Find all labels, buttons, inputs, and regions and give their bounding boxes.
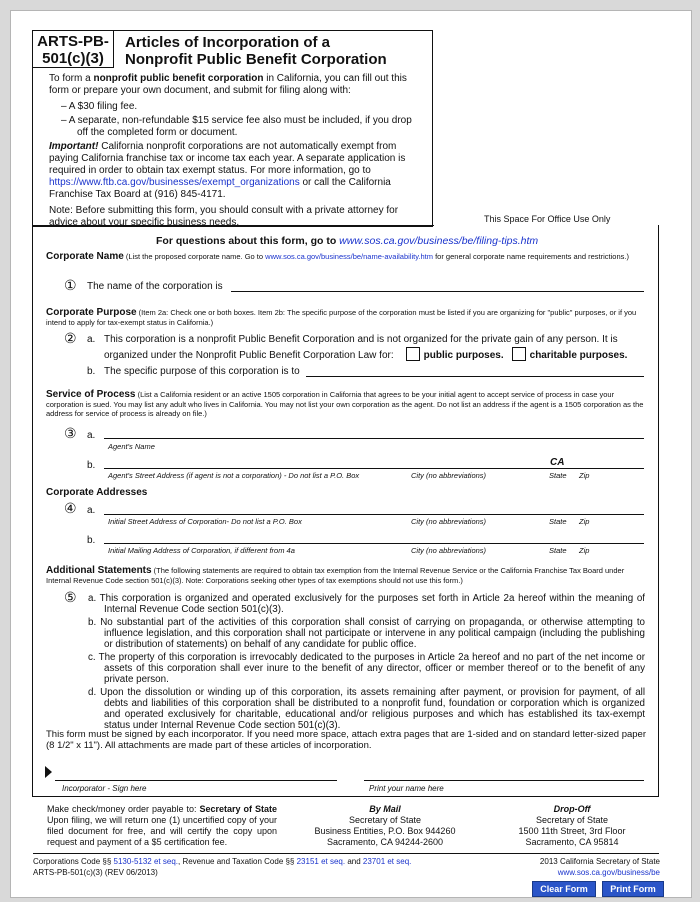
agent-state-caption: State (549, 471, 567, 480)
form-code-line2: 501(c)(3) (42, 50, 104, 67)
office-use-label: This Space For Office Use Only (484, 214, 611, 224)
corporate-name-section (46, 252, 646, 262)
payment-text: Upon filing, we will return one (1) uncertified copy of your filed document for free, and will certify the copy upon request and payment of a $5 certification fee. (47, 815, 277, 847)
payment-pre: Make check/money order payable to: (47, 804, 200, 814)
item-2b-text: The specific purpose of this corporation is to (104, 366, 300, 377)
form-title-line1: Articles of Incorporation of a (125, 34, 331, 51)
drop-off-heading: Drop-Off (553, 804, 591, 814)
street-city-caption: City (no abbreviations) (411, 517, 487, 526)
item-5-number: ⑤ (64, 589, 77, 605)
statement-a: a. This corporation is organized and operated exclusively for the purposes set forth in Article 2a hereof within the meaning of Internal Revenue Code section 501(c)(3). (88, 593, 645, 615)
statement-d: d. Upon the dissolution or winding up of this corporation, its assets remaining after payment, or provision for payment, of all debts and liabilities of this corporation shall be distributed to a nonprofit fund, foundation or corporation which is organized and operated exclusively for charitable, educational and/or religious purposes and which has established its tax-exempt status under Internal Revenue Code section 501(c)(3). (88, 687, 645, 731)
drop-off-line2: 1500 11th Street, 3rd Floor (518, 826, 626, 836)
corporate-name-label: The name of the corporation is (87, 281, 223, 292)
instructions-box (32, 30, 433, 227)
public-purposes-label: public purposes. (423, 350, 504, 361)
item-2b-label: b. (87, 366, 96, 377)
form-revision: ARTS-PB-501(c)(3) (REV 06/2013) (33, 868, 158, 877)
corporate-name-heading: Corporate Name (46, 251, 124, 262)
ftb-post: or call the California Franchise Tax Board at (916) 845-4171. (49, 177, 391, 200)
tax-code-link-2[interactable]: 23701 et seq. (362, 857, 412, 866)
agent-address-input[interactable] (104, 468, 644, 469)
corporate-purpose-instructions: (Item 2a: Check one or both boxes. Item 2b: The specific purpose of the corporation must be listed if you are organizing for "public" purposes, or if you intend to apply for tax-exempt status in California.) (46, 308, 637, 327)
website-row (470, 868, 660, 878)
item-4a-label: a. (87, 505, 96, 516)
street-address-caption: Initial Street Address of Corporation- Do not list a P.O. Box (108, 517, 302, 526)
item-4b-label: b. (87, 535, 96, 546)
service-fee-bullet: – A separate, non-refundable $15 service fee also must be included, if you drop off the completed form or document. (61, 115, 412, 138)
incorporator-caption: Incorporator - Sign here (62, 784, 147, 793)
by-mail-heading: By Mail (369, 804, 401, 814)
incorporator-signature-input[interactable] (55, 780, 337, 781)
charitable-purposes-label: charitable purposes. (529, 350, 628, 361)
corp-code-link[interactable]: 5130-5132 et seq. (113, 857, 178, 866)
statement-b: b. No substantial part of the activities of this corporation shall consist of carrying on propaganda, or otherwise attempting to influence legislation, and this corporation shall not participate or intervene in any political campaign (including the publishing or distribution of statements) on behalf of any candidate for public office. (88, 617, 645, 650)
agent-address-caption: Agent's Street Address (if agent is not a corporation) - Do not list a P.O. Box (108, 471, 360, 480)
agent-state-value: CA (550, 457, 565, 468)
by-mail-block (310, 804, 460, 848)
mailing-state-caption: State (549, 546, 567, 555)
questions-line (156, 235, 538, 247)
ftb-link[interactable]: https://www.ftb.ca.gov/businesses/exempt_organizations (49, 177, 300, 188)
item-4-number: ④ (64, 500, 77, 516)
intro-text (49, 73, 422, 233)
item-1-number: ① (64, 277, 77, 293)
corporate-purpose-heading: Corporate Purpose (46, 307, 137, 318)
corporate-name-input[interactable] (231, 291, 644, 292)
sos-website-link[interactable]: www.sos.ca.gov/business/be (557, 868, 660, 877)
drop-off-line3: Sacramento, CA 95814 (525, 837, 619, 847)
street-state-caption: State (549, 517, 567, 526)
street-address-input[interactable] (104, 514, 644, 515)
print-name-input[interactable] (364, 780, 644, 781)
clear-form-button[interactable]: Clear Form (532, 881, 596, 897)
copyright: 2013 California Secretary of State (539, 857, 660, 866)
intro-p1-bold: nonprofit public benefit corporation (93, 73, 264, 84)
drop-off-line1: Secretary of State (535, 815, 609, 825)
item-2a-label: a. (87, 334, 96, 345)
additional-statements-instructions: (The following statements are required to obtain tax exemption from the Internal Revenue Service or the California Franchise Tax Board under Internal Revenue Code section 501(c)(3). Note: Corporations seeking other types of tax exemptions should not use this form.) (46, 566, 625, 585)
mailing-address-input[interactable] (104, 543, 644, 544)
item-2a-text2-row (104, 347, 627, 362)
codes-mid: , Revenue and Taxation Code §§ (178, 857, 297, 866)
intro-p1-pre: To form a (49, 73, 94, 84)
print-form-button[interactable]: Print Form (602, 881, 664, 897)
important-label: Important! (49, 141, 99, 152)
by-mail-line1: Secretary of State (348, 815, 422, 825)
print-name-caption: Print your name here (369, 784, 444, 793)
codes-pre: Corporations Code §§ (33, 857, 114, 866)
mailing-zip-caption: Zip (579, 546, 590, 555)
form-code (33, 31, 114, 68)
by-mail-line3: Sacramento, CA 94244-2600 (326, 837, 444, 847)
service-of-process-heading: Service of Process (46, 389, 136, 400)
specific-purpose-input[interactable] (306, 376, 644, 377)
sign-here-arrow-icon (45, 766, 52, 778)
payment-info (47, 804, 277, 848)
item-2a-text2: organized under the Nonprofit Public Benefit Corporation Law for: (104, 350, 394, 361)
item-3-number: ③ (64, 425, 77, 441)
item-2-number: ② (64, 330, 77, 346)
filing-fee-bullet: – A $30 filing fee. (61, 101, 138, 112)
drop-off-block (497, 804, 647, 848)
mailing-address-caption: Initial Mailing Address of Corporation, if different from 4a (108, 546, 295, 555)
corporate-name-instructions-pre: (List the proposed corporate name. Go to (125, 252, 266, 261)
public-purposes-checkbox[interactable] (406, 347, 420, 361)
agent-city-caption: City (no abbreviations) (411, 471, 487, 480)
item-3a-label: a. (87, 430, 96, 441)
important-text: California nonprofit corporations are not automatically exempt from paying California franchise tax or income tax each year. A separate application is required in order to obtain tax exempt status. For more information, go to (49, 141, 406, 176)
intro-p1-post: in California, you can fill out this form or prepare your own document, and submit for filing along with: (49, 73, 407, 96)
filing-tips-link[interactable]: www.sos.ca.gov/business/be/filing-tips.htm (339, 235, 539, 247)
corporate-addresses-heading: Corporate Addresses (46, 487, 148, 498)
agent-zip-caption: Zip (579, 471, 590, 480)
intro-p1 (49, 73, 422, 97)
agent-name-input[interactable] (104, 438, 644, 439)
form-title (125, 34, 387, 68)
corporate-purpose-section (46, 308, 646, 327)
important-note (49, 141, 422, 201)
item-2a-text1: This corporation is a nonprofit Public Benefit Corporation and is not organized for the private gain of any person. It is (104, 334, 618, 345)
footer-divider (33, 853, 659, 854)
codes-and: and (345, 857, 363, 866)
tax-code-link-1[interactable]: 23151 et seq. (296, 857, 346, 866)
form-title-line2: Nonprofit Public Benefit Corporation (125, 51, 387, 68)
corporate-name-instructions-post: for general corporate name requirements and restrictions.) (433, 252, 629, 261)
statement-c: c. The property of this corporation is irrevocably dedicated to the purposes in Article 2a hereof and no part of the net income or assets of this corporation shall ever inure to the benefit of any director, officer or member thereof or to the benefit of any private person. (88, 652, 645, 685)
statute-codes (33, 857, 411, 867)
by-mail-line2: Business Entities, P.O. Box 944260 (314, 826, 456, 836)
mailing-city-caption: City (no abbreviations) (411, 546, 487, 555)
form-code-line1: ARTS-PB- (37, 33, 109, 50)
name-availability-link[interactable]: www.sos.ca.gov/business/be/name-availability.htm (265, 252, 434, 261)
agent-name-caption: Agent's Name (108, 442, 155, 451)
service-of-process-section (46, 390, 646, 419)
signature-note: This form must be signed by each incorporator. If you need more space, attach extra pages that are 1-sided and on standard letter-sized paper (8 1/2" x 11"). All attachments are made part of these articles of incorporation. (46, 729, 646, 751)
attorney-note: Note: Before submitting this form, you should consult with a private attorney for advice about your specific business needs. (49, 205, 399, 228)
additional-statements-section (46, 566, 646, 585)
payment-payee: Secretary of State (199, 804, 277, 814)
service-of-process-instructions: (List a California resident or an active 1505 corporation in California that agrees to be your initial agent to accept service of process in case your corporation is sued. You may list any adult who lives in California. You may not list your own corporation as the agent. Do not list an address if the agent is a 1505 corporation as the address for service of process is already on file.) (46, 390, 644, 418)
street-zip-caption: Zip (579, 517, 590, 526)
questions-pre: For questions about this form, go to (156, 235, 340, 247)
item-3b-label: b. (87, 460, 96, 471)
additional-statements-heading: Additional Statements (46, 565, 152, 576)
statements-list (88, 593, 645, 731)
charitable-purposes-checkbox[interactable] (512, 347, 526, 361)
